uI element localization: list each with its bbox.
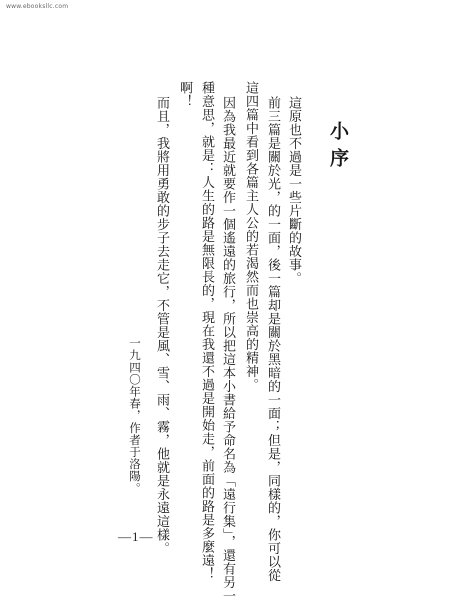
watermark: www.ebooksllc.com (6, 3, 69, 10)
paragraph-6: 啊！ (177, 81, 192, 108)
signature: 一九四〇年春，作者于洛陽。 (128, 337, 142, 495)
paragraph-5: 種意思，就是：人生的路是無限長的，現在我還不過是開始走，前面的路是多麼遠！ (199, 81, 214, 581)
paragraph-7: 而且，我將用勇敢的步子去走它，不管是風、雪、雨、霧，他就是永遠這樣。 (154, 96, 169, 555)
paragraph-4: 因為我最近就要作一個遙遠的旅行，所以把這本小書給予命名為「遠行集」，還有另一 (220, 96, 235, 603)
paragraph-3: 這四篇中看到各篇主人公的若渴然而也崇高的精神。 (243, 81, 258, 392)
page-title: 小序 (327, 121, 349, 175)
paragraph-1: 這原也不過是一些片斷的故事。 (286, 96, 301, 285)
paragraph-2: 前三篇是關於光，的一面，後一篇却是關於黑暗的一面；但是，同樣的，你可以從 (265, 96, 280, 582)
page-number: —1— (118, 529, 154, 544)
